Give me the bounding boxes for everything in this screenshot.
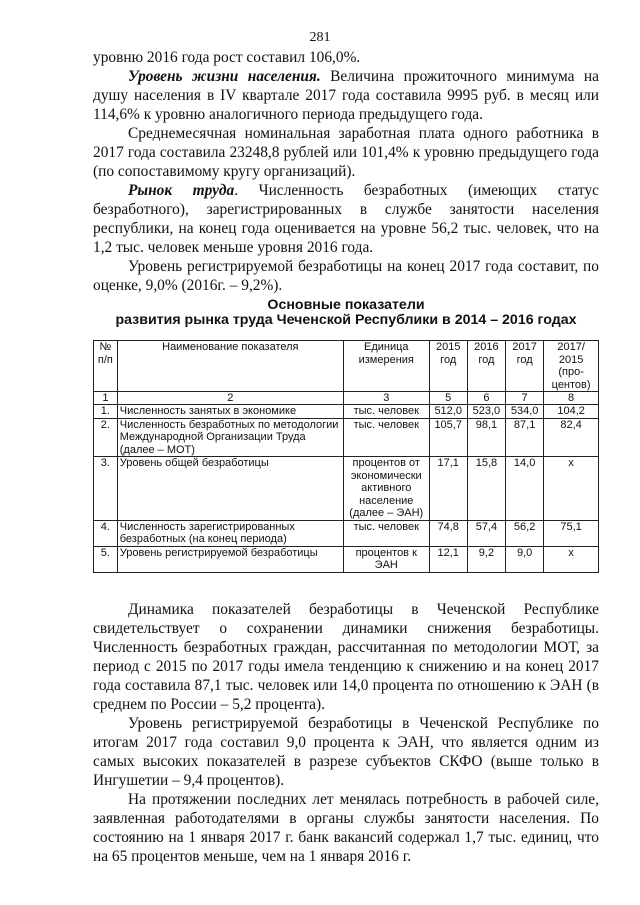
row-no: 3. [94,457,118,521]
column-number: 3 [343,392,429,405]
table-title-line-1: Основные показатели [267,297,425,313]
row-value-2017: 14,0 [506,457,544,521]
row-value-2017: 9,0 [506,546,544,572]
row-unit: тыс. человек [343,405,429,419]
row-name: Уровень общей безработицы [117,457,343,521]
row-value-2015: 105,7 [429,418,467,457]
column-number: 6 [467,392,505,405]
table-header-row [94,341,599,392]
row-no: 2. [94,418,118,457]
row-ratio: х [544,457,599,521]
table-row [94,405,599,419]
row-no: 4. [94,520,118,546]
paragraph-lead: Уровень жизни населения. [128,68,321,85]
paragraph-unemployment-dynamics: Динамика показателей безработицы в Чеченской Республике свидетельствует о сохранении динамики снижения безработицы. Численность безработных граждан, рассчитанная по методологии МОТ, за период с 2015 по 2017 годы имела тенденцию к снижению и на конец 2017 года составила 87,1 тыс. человек или 14,0 процента по отношению к ЭАН (в среднем по России – 5,2 процента). [93,601,599,713]
header-2017: 2017 год [506,341,544,392]
row-no: 1. [94,405,118,419]
row-value-2016: 9,2 [467,546,505,572]
text-block-bottom [93,600,599,866]
paragraph-living-standard [93,67,599,124]
paragraph-body: Величина прожиточного минимума на душу населения в IV квартале 2017 года составила 9995 руб. в месяц или 114,6% к уровню аналогичного периода предыдущего года. [93,68,599,123]
row-unit: тыс. человек [343,520,429,546]
table-row [94,520,599,546]
column-number: 7 [506,392,544,405]
row-value-2015: 512,0 [429,405,467,419]
row-ratio: 82,4 [544,418,599,457]
row-value-2016: 15,8 [467,457,505,521]
row-name: Численность зарегистрированных безработных (на конец периода) [117,520,343,546]
paragraph-registered-unemployment: Уровень регистрируемой безработицы на конец 2017 года составит, по оценке, 9,0% (2016г. – 9,2%). [93,258,599,294]
header-2016: 2016 год [467,341,505,392]
row-value-2016: 98,1 [467,418,505,457]
column-number: 1 [94,392,118,405]
paragraph-labor-market [93,181,599,257]
row-value-2015: 12,1 [429,546,467,572]
header-name: Наименование показателя [117,341,343,392]
paragraph-regional-comparison: Уровень регистрируемой безработицы в Чеченской Республике по итогам 2017 года составил 9,0 процента к ЭАН, что является одним из самых высоких показателей в разрезе субъектов СКФО (выше только в Ингушетии – 9,4 процентов). [93,715,599,789]
header-unit: Единица измерения [343,341,429,392]
column-number: 5 [429,392,467,405]
row-ratio: 75,1 [544,520,599,546]
row-value-2015: 17,1 [429,457,467,521]
table-title-line-2: развития рынка труда Чеченской Республики в 2014 – 2016 годах [115,312,577,328]
paragraph-wages: Среднемесячная номинальная заработная плата одного работника в 2017 года составила 23248,8 рублей или 101,4% к уровню предыдущего года (по сопоставимому кругу организаций). [93,125,599,180]
row-name: Численность занятых в экономике [117,405,343,419]
row-unit: тыс. человек [343,418,429,457]
row-value-2016: 523,0 [467,405,505,419]
row-value-2017: 534,0 [506,405,544,419]
header-no: № п/п [94,341,118,392]
row-ratio: х [544,546,599,572]
row-unit: процентов от экономически активного население (далее – ЭАН) [343,457,429,521]
text-block-top [93,48,599,295]
paragraph-vacancies: На протяжении последних лет менялась потребность в рабочей силе, заявленная работодателями в органы службы занятости населения. По состоянию на 1 января 2017 г. банк вакансий содержал 1,7 тыс. единиц, что на 65 процентов меньше, чем на 1 января 2016 г. [93,791,599,865]
row-value-2016: 57,4 [467,520,505,546]
paragraph-body: . Численность безработных (имеющих статус безработного), зарегистрированных в службе занятости населения республики, на конец года оценивается на уровне 56,2 тыс. человек, что на 1,2 тыс. человек меньше уровня 2016 года. [93,182,599,256]
row-value-2017: 87,1 [506,418,544,457]
header-2015: 2015 год [429,341,467,392]
row-name: Уровень регистрируемой безработицы [117,546,343,572]
paragraph-continuation: уровню 2016 года рост составил 106,0%. [93,49,361,66]
row-value-2017: 56,2 [506,520,544,546]
row-no: 5. [94,546,118,572]
column-number: 8 [544,392,599,405]
column-number: 2 [117,392,343,405]
column-number-row [94,392,599,405]
header-ratio: 2017/ 2015 (про- центов) [544,341,599,392]
row-name: Численность безработных по методологии Международной Организации Труда (далее – МОТ) [117,418,343,457]
table-row [94,418,599,457]
row-value-2015: 74,8 [429,520,467,546]
row-ratio: 104,2 [544,405,599,419]
page-number: 281 [309,30,331,45]
table-title [93,298,599,328]
table-row [94,457,599,521]
row-unit: процентов к ЭАН [343,546,429,572]
labor-market-table [93,340,599,573]
table-row [94,546,599,572]
paragraph-lead: Рынок труда [128,182,235,199]
